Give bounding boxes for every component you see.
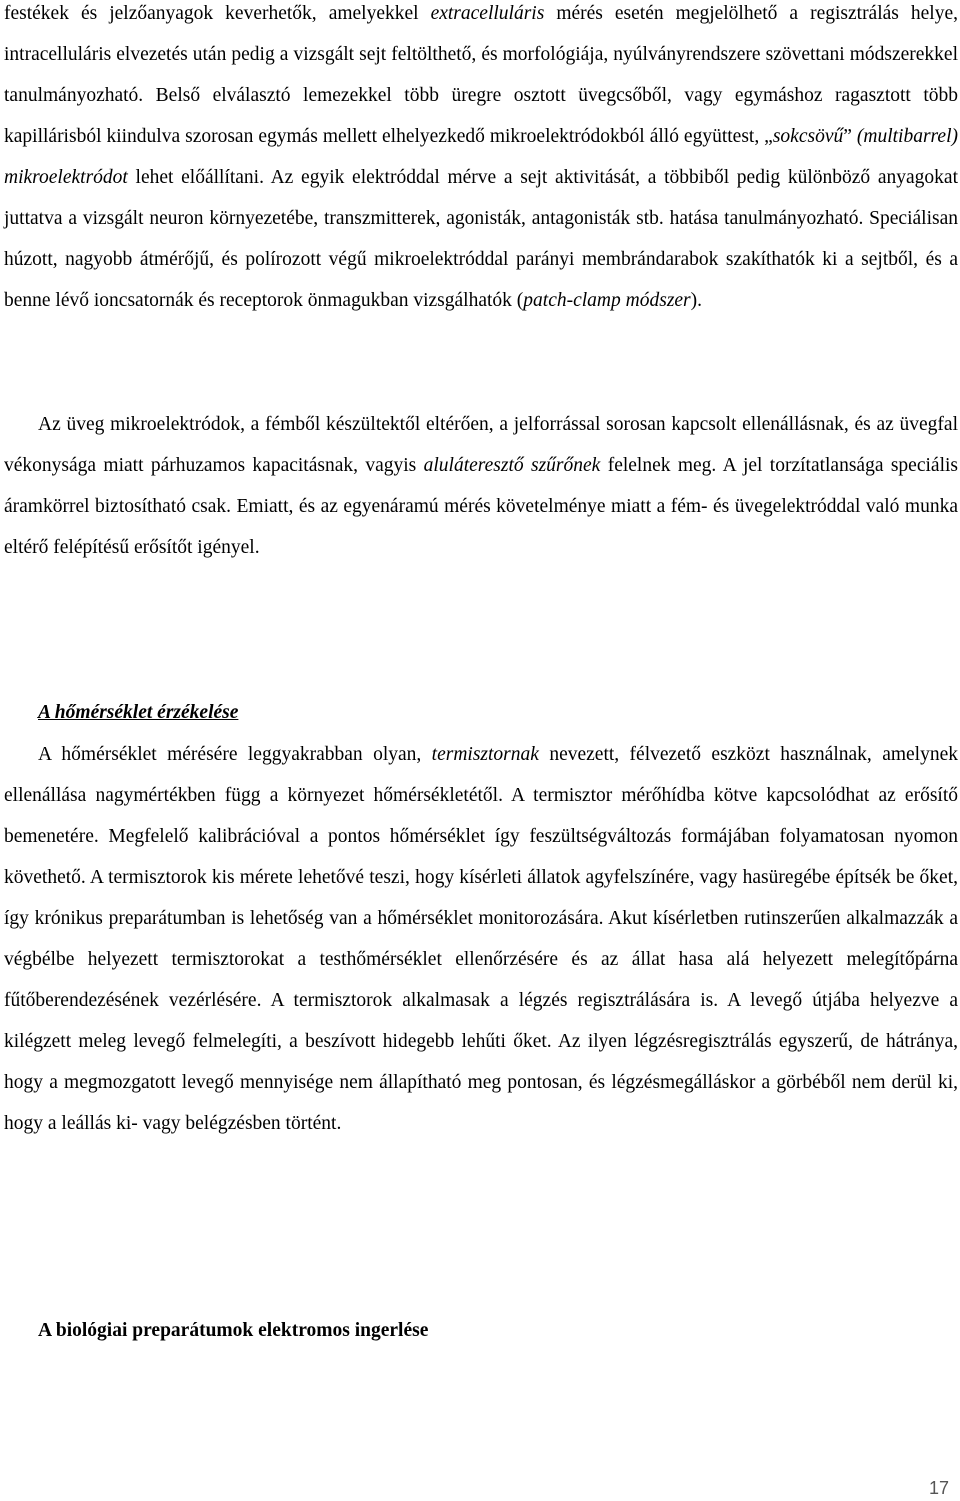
- italic-text-run: patch-clamp módszer: [523, 290, 691, 311]
- italic-text-run: (multibarrel) mikroelektródot: [4, 126, 958, 188]
- paragraph-microelectrodes: [4, 0, 958, 321]
- text-run: nevezett, félvezető eszközt használnak, amelynek ellenállása nagymértékben függ a környezet hőmérsékletétől. A termisztor mérőhídba kötve kapcsolódhat az erősítő bemenetére. Megfelelő kalibrációval a pontos hőmérséklet így feszültségváltozás formájában folyamatosan nyomon követhető. A termisztorok kis mérete lehetővé teszi, hogy kísérleti állatok agyfelszínére, vagy hasüregébe építsék be őket, így krónikus preparátumban is lehetőség van a hőmérséklet monitorozására. Akut kísérletben rutinszerűen alkalmazzák a végbélbe helyezett termisztorokat a testhőmérséklet ellenőrzésére és az állat hasa alá helyezett melegítőpárna fűtőberendezésének vezérlésére. A termisztorok alkalmasak a légzés regisztrálására is. A levegő útjába helyezve a kilégzett meleg levegő felmelegíti, a beszívott hidegebb lehűti őket. Az ilyen légzésregisztrálás egyszerű, de hátránya, hogy a megmozgatott levegő mennyisége nem állapítható meg pontosan, és légzésmegálláskor a görbéből nem derül ki, hogy a leállás ki- vagy belégzésben történt.: [4, 744, 958, 1134]
- text-run: ”: [843, 126, 857, 147]
- paragraph-thermistor: [4, 734, 958, 1144]
- text-run: Az üveg mikroelektródok, a fémből készültektől eltérően, a jelforrással sorosan kapcsolt ellenállásnak, és az üvegfal vékonysága miatt párhuzamos kapacitásnak, vagyis: [4, 414, 958, 476]
- text-run: felelnek meg. A jel torzítatlansága speciális áramkörrel biztosítható csak. Emiatt, és az egyenáramú mérés követelménye miatt a fém- és üvegelektróddal való munka eltérő felépítésű erősítőt igényel.: [4, 455, 958, 558]
- italic-text-run: extracelluláris: [430, 3, 545, 24]
- italic-text-run: termisztornak: [431, 744, 539, 765]
- paragraph-glass-microelectrodes: [4, 404, 958, 568]
- italic-text-run: sokcsövű: [772, 126, 844, 147]
- section-heading-temperature-sensing: A hőmérséklet érzékelése: [38, 702, 239, 723]
- text-run: lehet előállítani. Az egyik elektróddal mérve a sejt aktivitását, a többiből pedig különböző anyagokat juttatva a vizsgált neuron környezetébe, transzmitterek, agonisták, antagonisták stb. hatása tanulmányozható. Speciálisan húzott, nagyobb átmérőjű, és polírozott végű mikroelektróddal parányi membrándarabok szakíthatók ki a sejtből, és a benne lévő ioncsatornák és receptorok önmagukban vizsgálhatók (: [4, 167, 958, 311]
- text-run: festékek és jelzőanyagok keverhetők, amelyekkel: [4, 3, 431, 24]
- italic-text-run: aluláteresztő szűrőnek: [423, 455, 601, 476]
- text-run: ).: [690, 290, 703, 311]
- section-heading-electrical-stimulation: A biológiai preparátumok elektromos ingerlése: [38, 1320, 429, 1341]
- page-number: 17: [929, 1478, 950, 1498]
- text-run: A hőmérséklet mérésére leggyakrabban olyan,: [38, 744, 432, 765]
- text-run: mérés esetén megjelölhető a regisztrálás helye, intracelluláris elvezetés után pedig a vizsgált sejt feltölthető, és morfológiája, nyúlványrendszere szövettani módszerekkel tanulmányozható. Belső elválasztó lemezekkel több üregre osztott üvegcsőből, vagy egymáshoz ragasztott több kapillárisból kiindulva szorosan egymás mellett elhelyezkedő mikroelektródokból álló együttest, „: [4, 3, 958, 147]
